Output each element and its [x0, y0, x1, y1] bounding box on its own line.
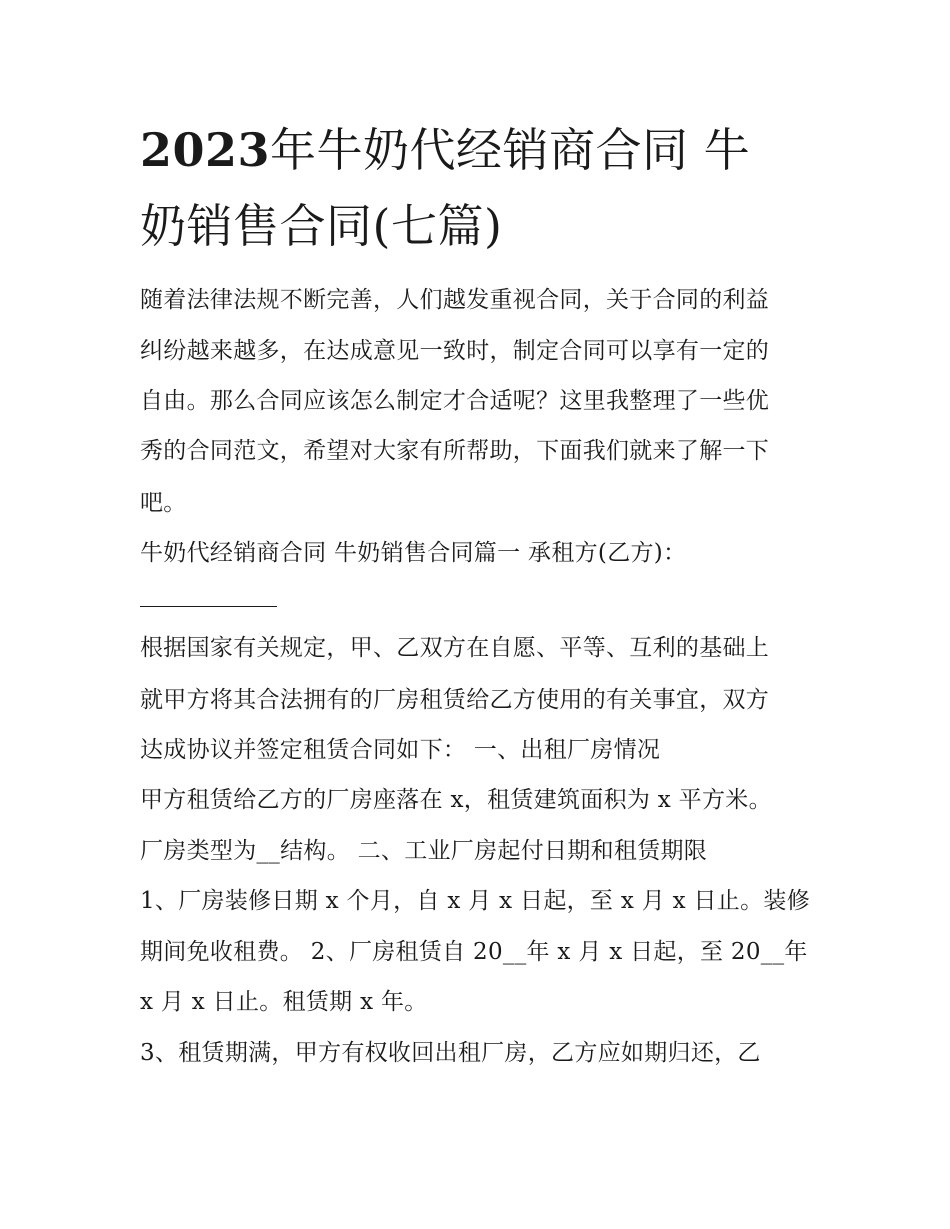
body-line-13: x 月 x 日止。租赁期 x 年。: [140, 989, 428, 1015]
title-line-2: [140, 188, 820, 264]
body-line-10: 厂房类型为__结构。 二、工业厂房起付日期和租赁期限: [140, 838, 708, 864]
title-year: 2023: [140, 123, 271, 177]
title-line-1: [140, 112, 820, 188]
body-line-14: 3、租赁期满，甲方有权收回出租厂房，乙方应如期归还，乙: [140, 1040, 761, 1066]
body-line-4: 秀的合同范文，希望对大家有所帮助，下面我们就来了解一下: [140, 438, 770, 464]
body-line-12: 期间免收租费。 2、厂房租赁自 20__年 x 月 x 日起，至 20__年: [140, 939, 808, 965]
document-title: [140, 112, 820, 264]
body-line-5: 吧。: [140, 490, 187, 516]
title-text-2: 奶销售合同(七篇): [140, 199, 503, 253]
title-text-1: 年牛奶代经销商合同 牛: [270, 123, 751, 177]
section-heading-1: 牛奶代经销商合同 牛奶销售合同篇一 承租方(乙方)：: [140, 540, 687, 566]
body-line-6: 根据国家有关规定，甲、乙双方在自愿、平等、互利的基础上: [140, 635, 770, 661]
body-line-3: 自由。那么合同应该怎么制定才合适呢？这里我整理了一些优: [140, 388, 770, 414]
body-line-8: 达成协议并签定租赁合同如下： 一、出租厂房情况: [140, 737, 661, 763]
body-line-2: 纠纷越来越多，在达成意见一致时，制定合同可以享有一定的: [140, 338, 770, 364]
body-line-7: 就甲方将其合法拥有的厂房租赁给乙方使用的有关事宜，双方: [140, 687, 770, 713]
body-line-11: 1、厂房装修日期 x 个月，自 x 月 x 日起，至 x 月 x 日止。装修: [140, 888, 810, 914]
body-line-1: 随着法律法规不断完善，人们越发重视合同，关于合同的利益: [140, 287, 770, 313]
body-line-9: 甲方租赁给乙方的厂房座落在 x，租赁建筑面积为 x 平方米。: [140, 787, 772, 813]
signature-blank-line: [140, 606, 277, 607]
